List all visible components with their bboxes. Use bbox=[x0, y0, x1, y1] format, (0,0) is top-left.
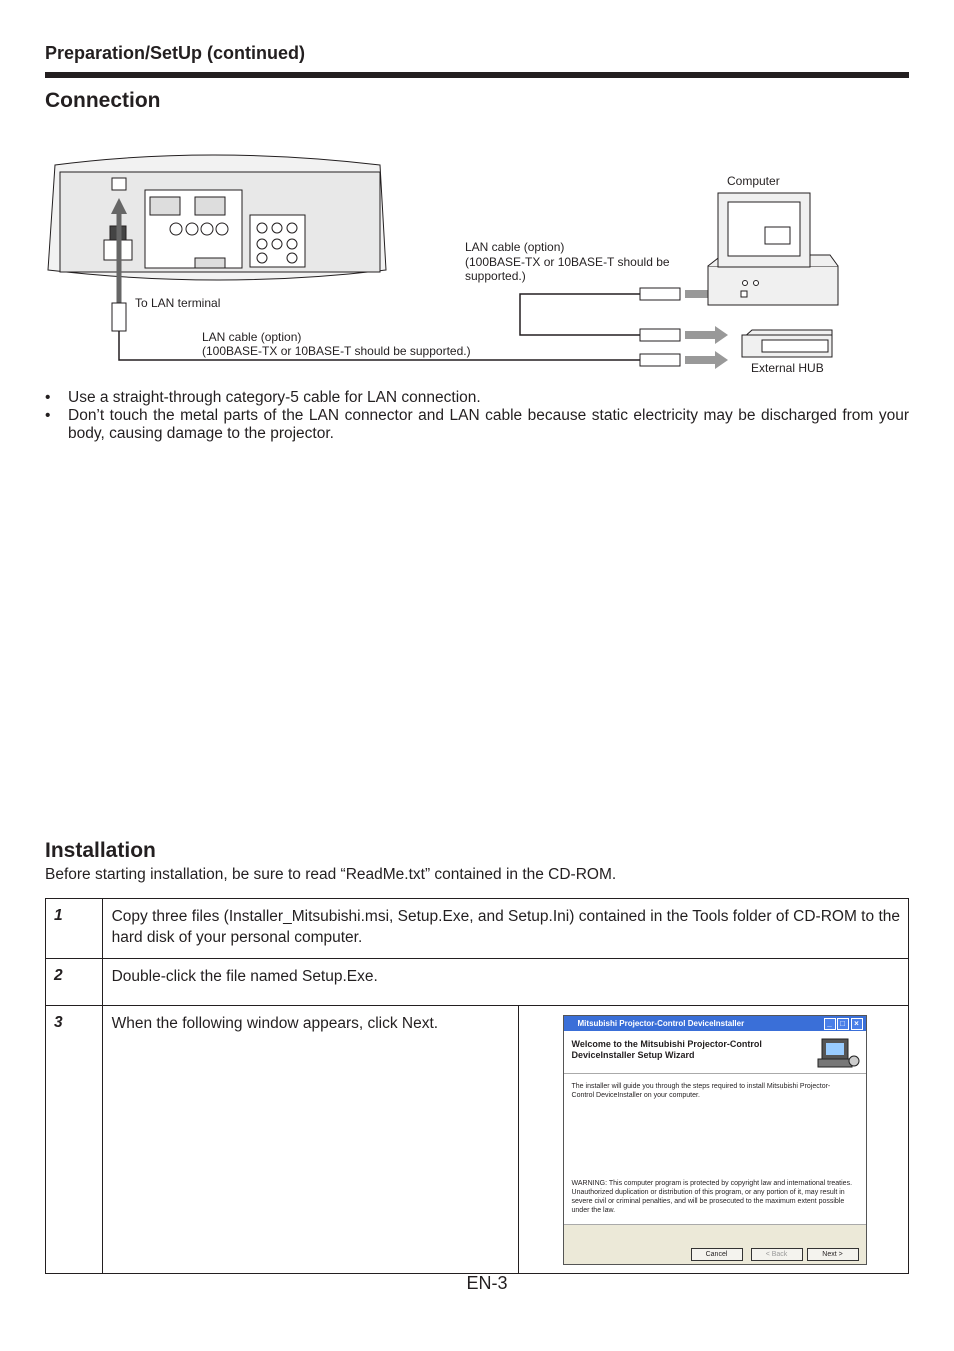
note-text: Use a straight-through category-5 cable for LAN connection. bbox=[68, 389, 481, 406]
lan-cable-hub-label-1: LAN cable (option) bbox=[202, 330, 302, 344]
minimize-icon[interactable]: _ bbox=[824, 1018, 836, 1030]
back-button[interactable]: < Back bbox=[751, 1248, 803, 1261]
wizard-warning: WARNING: This computer program is protected by copyright law and international treaties. Unauthorized duplication or distribution of this program, or any portion of it, may result in severe civil or criminal penalties, and will be prosecuted to the maximum extent possible under the law. bbox=[571, 1180, 853, 1214]
lan-plug-icon bbox=[112, 303, 126, 331]
note-text: Don’t touch the metal parts of the LAN connector and LAN cable because static electricity may be discharged from your body, causing damage to the projector. bbox=[68, 407, 909, 442]
connection-heading: Connection bbox=[45, 89, 161, 112]
wizard-header bbox=[564, 1031, 866, 1074]
step-text: Double-click the file named Setup.Exe. bbox=[102, 959, 908, 1006]
step-row bbox=[46, 1006, 909, 1274]
installation-intro: Before starting installation, be sure to read “ReadMe.txt” contained in the CD-ROM. bbox=[45, 866, 617, 883]
step-text: Copy three files (Installer_Mitsubishi.msi, Setup.Exe, and Setup.Ini) contained in the Tools folder of CD-ROM to the hard disk of your personal computer. bbox=[102, 899, 908, 959]
page-number: EN-3 bbox=[466, 1273, 508, 1293]
window-title: Mitsubishi Projector-Control DeviceInstaller bbox=[577, 1019, 745, 1028]
computer-icon bbox=[708, 193, 838, 305]
to-lan-terminal-label: To LAN terminal bbox=[135, 296, 221, 310]
note-item bbox=[45, 389, 909, 407]
next-button[interactable]: Next > bbox=[807, 1248, 859, 1261]
header-rule bbox=[45, 72, 909, 78]
projector-illustration bbox=[48, 155, 386, 280]
wizard-body bbox=[564, 1074, 866, 1225]
close-icon[interactable]: × bbox=[851, 1018, 863, 1030]
hub-icon bbox=[742, 330, 832, 357]
steps-table bbox=[45, 898, 909, 1274]
lan-cable-hub-label-2: (100BASE-TX or 10BASE-T should be supported.) bbox=[202, 344, 471, 358]
step-number: 3 bbox=[46, 1006, 103, 1274]
computer-label: Computer bbox=[727, 174, 780, 188]
maximize-icon[interactable]: □ bbox=[837, 1018, 849, 1030]
cancel-button[interactable]: Cancel bbox=[691, 1248, 743, 1261]
lan-cable-computer bbox=[520, 294, 640, 335]
section-header: Preparation/SetUp (continued) bbox=[45, 43, 306, 63]
window-title-bar bbox=[564, 1016, 866, 1031]
installation-heading: Installation bbox=[45, 839, 156, 862]
welcome-text: Welcome to the Mitsubishi Projector-Control DeviceInstaller Setup Wizard bbox=[571, 1039, 762, 1060]
step-number: 1 bbox=[46, 899, 103, 959]
bullet-icon: • bbox=[45, 407, 51, 424]
connection-diagram bbox=[0, 140, 954, 380]
step-number: 2 bbox=[46, 959, 103, 1006]
cable-plugs bbox=[640, 288, 680, 366]
bullet-icon: • bbox=[45, 389, 51, 406]
note-item bbox=[45, 407, 909, 443]
wizard-description: The installer will guide you through the steps required to install Mitsubishi Projector-Control DeviceInstaller on your computer. bbox=[571, 1083, 831, 1099]
connection-notes bbox=[45, 389, 909, 443]
screenshot-cell bbox=[518, 1006, 908, 1274]
lan-cable-computer-label-3: supported.) bbox=[465, 269, 526, 283]
hub-label: External HUB bbox=[751, 361, 824, 375]
lan-cable-computer-label-1: LAN cable (option) bbox=[465, 240, 565, 254]
step-text: When the following window appears, click Next. bbox=[102, 1006, 518, 1274]
setup-wizard-icon bbox=[816, 1035, 860, 1071]
step-row bbox=[46, 899, 909, 959]
installer-window bbox=[563, 1015, 867, 1265]
lan-cable-computer-label-2: (100BASE-TX or 10BASE-T should be bbox=[465, 255, 670, 269]
step-row bbox=[46, 959, 909, 1006]
